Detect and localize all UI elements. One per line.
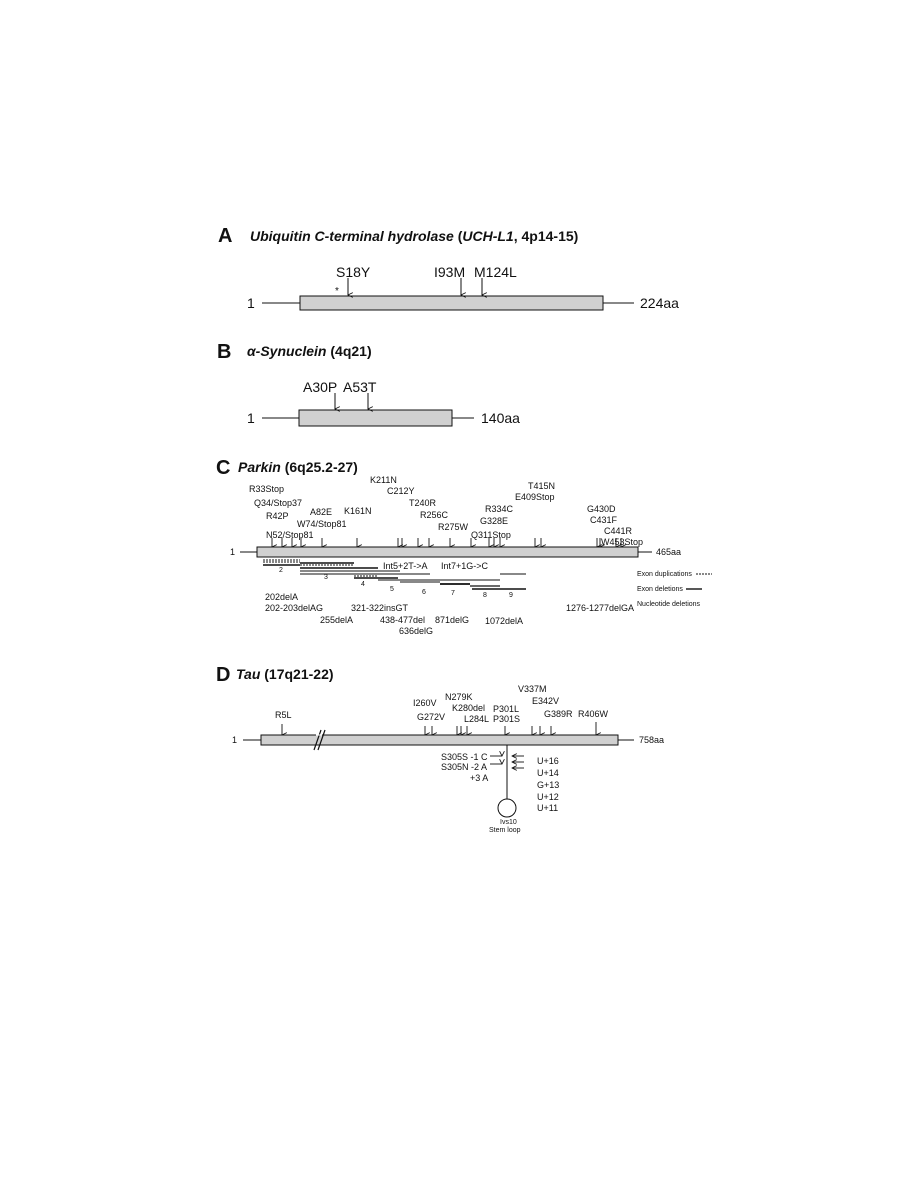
panel-b-end: 140aa: [481, 410, 520, 426]
panel-a-protein-bar: [300, 296, 603, 310]
panel-c-mut-label: R256C: [420, 510, 449, 520]
panel-c-mut-label: Q311Stop: [471, 530, 511, 540]
panel-c-nucleotide-change: 1072delA: [485, 616, 524, 626]
panel-c-legend-del: Exon deletions: [637, 586, 683, 593]
panel-c-mut-label: T240R: [409, 498, 437, 508]
panel-c-exon-number: 3: [324, 574, 328, 581]
panel-d-letter: D: [216, 664, 231, 686]
panel-c-exon-number: 7: [451, 590, 455, 597]
panel-c-title-italic: Parkin: [238, 459, 281, 475]
panel-c-mut-label: G328E: [480, 516, 509, 526]
panel-d-mut-label: L284L: [464, 714, 490, 724]
panel-c-nucleotide-change: 202delA: [265, 592, 299, 602]
panel-c-mut-label: N52/Stop81: [266, 530, 314, 540]
panel-c-mut-label: G430D: [587, 504, 616, 514]
panel-c-nucleotide-change: 202-203delAG: [265, 603, 324, 613]
panel-c-intron-label: Int7+1G->C: [441, 561, 489, 571]
panel-c-mut-label: K211N: [370, 475, 397, 485]
panel-b-title-italic: α-Synuclein: [247, 343, 327, 359]
panel-c-nucleotide-change: 636delG: [399, 626, 434, 636]
panel-c-mut-label: T415N: [528, 481, 556, 491]
panel-a-mut-s18y: S18Y: [336, 264, 371, 280]
panel-d-splice-right: G+13: [537, 780, 560, 790]
panel-b-mut-a30p: A30P: [303, 379, 338, 395]
panel-d-splice-right: U+14: [537, 768, 559, 778]
panel-c-mut-label: C431F: [590, 515, 618, 525]
panel-d: [216, 664, 664, 834]
panel-d-mut-label: G272V: [417, 712, 446, 722]
panel-c-exon-number: 2: [279, 567, 283, 574]
panel-c-end: 465aa: [656, 547, 682, 557]
panel-a-letter: A: [218, 225, 233, 247]
panel-b-title: [247, 343, 372, 359]
panel-d-mut-label: I260V: [413, 698, 437, 708]
panel-c-mut-label: R275W: [438, 522, 469, 532]
panel-c-mut-label: R42P: [266, 511, 289, 521]
panel-c-exon-number: 4: [361, 581, 365, 588]
panel-b-mut-a53t: A53T: [343, 379, 377, 395]
panel-d-mut-label: V337M: [518, 684, 547, 694]
panel-a-end: 224aa: [640, 295, 679, 311]
panel-c-mut-label: R33Stop: [249, 484, 285, 494]
panel-a-title-open: (: [453, 228, 463, 244]
panel-c-title-rest: (6q25.2-27): [280, 459, 358, 475]
panel-c-nucleotide-change: 1276-1277delGA: [566, 603, 635, 613]
panel-c-mut-label: W453Stop: [601, 537, 644, 547]
panel-c-exon-number: 9: [509, 592, 513, 599]
panel-d-mut-label: P301S: [493, 714, 521, 724]
panel-d-mut-label: P301L: [493, 704, 520, 714]
panel-b-protein-bar: [299, 410, 452, 426]
panel-d-splice-left: S305S -1 C: [441, 752, 488, 762]
panel-d-splice-left: S305N -2 A: [441, 762, 488, 772]
panel-c-nucleotide-change: 871delG: [435, 615, 470, 625]
panel-d-mut-label: R5L: [275, 710, 292, 720]
panel-a-start: 1: [247, 295, 255, 311]
panel-d-mut-label: K280del: [452, 703, 486, 713]
panel-c-mut-label: Q34/Stop37: [254, 498, 303, 508]
panel-c: [216, 457, 712, 636]
panel-d-start: 1: [232, 735, 238, 745]
panel-d-splice-right: U+11: [537, 803, 559, 813]
panel-a-mut-i93m: I93M: [434, 264, 466, 280]
panel-a-title: [250, 228, 578, 244]
panel-d-mut-label: N279K: [445, 692, 473, 702]
panel-d-splice-arrows-right: [490, 756, 502, 764]
panel-a-title-rest: , 4p14-15): [513, 228, 579, 244]
panel-b-letter: B: [217, 341, 232, 363]
panel-c-intron-label: Int5+2T->A: [383, 561, 428, 571]
panel-c-start: 1: [230, 547, 236, 557]
panel-c-mut-label: C441R: [604, 526, 633, 536]
panel-b-title-rest: (4q21): [326, 343, 372, 359]
panel-c-nucleotide-change: 321-322insGT: [351, 603, 409, 613]
panel-c-protein-bar: [257, 547, 638, 557]
panel-d-title: [236, 666, 334, 682]
panel-c-legend-dup: Exon duplications: [637, 571, 692, 578]
panel-a-title-italic: Ubiquitin C-terminal hydrolase: [250, 228, 454, 244]
panel-c-nucleotide-change: 438-477del: [380, 615, 426, 625]
panel-d-mut-label: G389R: [544, 709, 573, 719]
panel-a-mut-m124l: M124L: [474, 264, 517, 280]
panel-d-splice-left: +3 A: [470, 773, 489, 783]
panel-c-exon-number: 6: [422, 589, 426, 596]
panel-d-splice-right: U+16: [537, 756, 559, 766]
panel-c-mut-label: A82E: [310, 507, 333, 517]
panel-d-mut-label: R406W: [578, 709, 609, 719]
panel-c-exon-number: 5: [390, 586, 394, 593]
panel-c-mut-label: C212Y: [387, 486, 415, 496]
panel-c-letter: C: [216, 457, 231, 479]
panel-d-end: 758aa: [639, 735, 665, 745]
panel-b: [217, 341, 520, 426]
panel-b-start: 1: [247, 410, 255, 426]
panel-d-protein-bar: [261, 735, 618, 745]
panel-c-mut-label: E409Stop: [515, 492, 555, 502]
panel-c-mut-label: K161N: [344, 506, 372, 516]
panel-d-stem-loop-label: Ivs10: [500, 819, 517, 826]
panel-c-mut-label: R334C: [485, 504, 514, 514]
panel-c-arrows: [272, 538, 621, 547]
panel-c-nucleotide-change: 255delA: [320, 615, 354, 625]
panel-d-mut-label: E342V: [532, 696, 560, 706]
panel-a-star: *: [335, 286, 339, 297]
panel-d-title-rest: (17q21-22): [260, 666, 334, 682]
panel-d-splice-right: U+12: [537, 792, 559, 802]
panel-a: [218, 225, 679, 311]
panel-c-exon-number: 8: [483, 592, 487, 599]
panel-c-mut-label: W74/Stop81: [297, 519, 347, 529]
panel-d-title-italic: Tau: [236, 666, 261, 682]
panel-d-arrows: [282, 722, 596, 735]
panel-a-gene: UCH-L1: [462, 228, 514, 244]
panel-d-stem-loop-circle: [498, 799, 516, 817]
panel-c-legend-nuc: Nucleotide deletions: [637, 601, 701, 608]
panel-d-splice-arrows: [512, 756, 524, 768]
panel-c-title: [238, 459, 358, 475]
panel-d-stem-loop-label: Stem loop: [489, 827, 521, 834]
